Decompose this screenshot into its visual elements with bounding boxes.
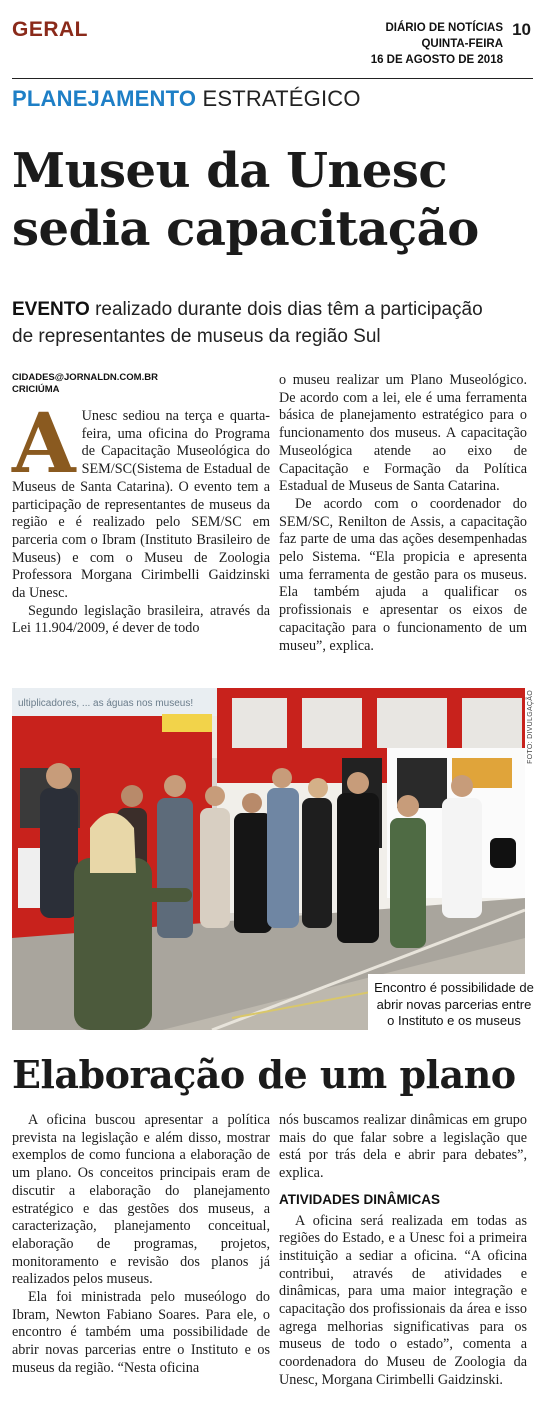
photo-caption: Encontro é possibilidade de abrir novas parcerias entre o Instituto e os museus (368, 974, 540, 1034)
byline-place: CRICIÚMA (12, 384, 60, 395)
article-paragraph: A oficina será realizada em todas as regiões do Estado, e a Unesc foi a primeira instituição a sediar a oficina. “A oficina contribui, através de atividades e dinâmicas, para uma maior integração e capacitação dos profissionais da área e isso agrega melhorias significativas para os museus de todo o estado”, comenta a coordenadora do Museu de Zoologia da Unesc, Morgana Cirimbelli Gaidzinski. (279, 1212, 527, 1388)
byline (12, 372, 158, 396)
newspaper-name: DIÁRIO DE NOTÍCIAS (385, 22, 503, 34)
headline-line-1: Museu da Unesc (12, 143, 448, 199)
page-number: 10 (512, 20, 531, 39)
kicker (12, 86, 361, 112)
headline-line-2: sedia capacitação (12, 201, 479, 257)
article-paragraph: Segundo legislação brasileira, através da Lei 11.904/2009, é dever de todo (12, 602, 270, 637)
deck-line-2: de representantes de museus da região Sul (12, 326, 381, 347)
weekday: QUINTA-FEIRA (421, 38, 503, 50)
article-paragraph: A oficina buscou apresentar a política prevista na legislação e além disso, mostrar exemplos de como funciona a elaboração de um plano. Os conceitos principais eram de discutir a elaboração do planejamento estratégico e das gestões dos museus, a caracterização, planejamento conceitual, elaboração de programas, projetos, monitoramento e revisão dos planos já realizados pelos museus. (12, 1112, 270, 1288)
byline-email: CIDADES@JORNALDN.COM.BR (12, 372, 158, 383)
masthead-info (371, 20, 531, 68)
header-rule (12, 78, 533, 79)
subsection-title: Elaboração de um plano (12, 1052, 516, 1097)
article-paragraph: Ela foi ministrada pelo museólogo do Ibram, Newton Fabiano Soares. Para ele, o encontro é também uma possibilidade de abrir novas parcerias entre o Instituto e os museus da região. “Nesta oficina (12, 1289, 270, 1376)
headline (12, 142, 479, 258)
article-paragraph: A Unesc sediou na terça e quarta-feira, uma oficina do Programa de Capacitação Museológica do SEM/SC(Sistema de Estadual de Museus de Santa Catarina). O evento tem a participação de representantes de museus da região e é realizado pelo SEM/SC em parceria com o Ibram (Instituto Brasileiro de Museus) e com o Museu de Zoologia Professora Morgana Cirimbelli Gaidzinski da Unesc. (12, 396, 270, 602)
issue-date: 16 DE AGOSTO DE 2018 (370, 54, 503, 66)
article-column-left (12, 396, 270, 638)
article-paragraph: o museu realizar um Plano Museológico. De acordo com a lei, ele é uma ferramenta básica de planejamento estratégico para o funcionamento dos museus. A capacitação Museológica atende ao eixo de Capacitação e Formação da Política Estadual de Museus de Santa Catarina. (279, 372, 527, 495)
kicker-accent: PLANEJAMENTO (12, 86, 197, 111)
article-column-right (279, 372, 527, 655)
section2-column-left (12, 1112, 270, 1378)
article-paragraph: nós buscamos realizar dinâmicas em grupo mais do que falar sobre a legislação que está por trás dela e abrir para debates”, explica. (279, 1112, 527, 1182)
section-label: GERAL (12, 18, 88, 41)
subheading: ATIVIDADES DINÂMICAS (279, 1191, 441, 1207)
section2-column-right (279, 1112, 527, 1390)
kicker-rest: ESTRATÉGICO (202, 86, 361, 111)
dropcap: A (12, 396, 76, 492)
photo-credit: FOTO: DIVULGAÇÃO (527, 690, 534, 764)
sign-text: ultiplicadores, ... as águas nos museus! (18, 698, 194, 709)
deck-line-1: realizado durante dois dias têm a participação (95, 299, 483, 320)
article-paragraph: De acordo com o coordenador do SEM/SC, Renilton de Assis, a capacitação faz parte de uma das ações desempenhadas pelo Sistema. “Ela propicia e apresenta uma ferramenta de gestão para os museus. Ela também ajuda a qualificar os profissionais e apresentar os eixos de capacitação para o funcionamento de um museu”, explica. (279, 495, 527, 654)
deck-lead: EVENTO (12, 299, 90, 320)
deck (12, 296, 532, 350)
